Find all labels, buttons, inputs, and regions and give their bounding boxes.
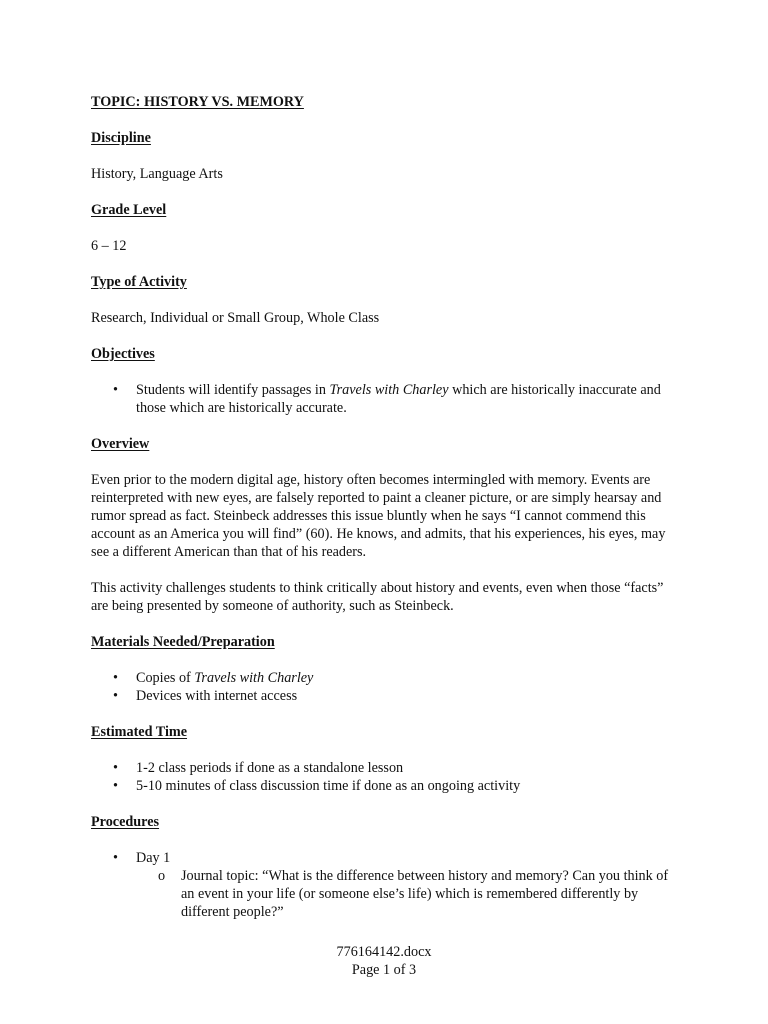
- list-item: [136, 867, 681, 921]
- time-text: 5-10 minutes of class discussion time if done as an ongoing activity: [136, 778, 521, 794]
- list-item: [91, 687, 681, 705]
- objective-text-after: which are historically inaccurate and those which are historically accurate.: [136, 382, 661, 416]
- footer-page-number: Page 1 of 3: [351, 962, 417, 978]
- list-item: [91, 849, 681, 921]
- grade-level-text: 6 – 12: [91, 238, 127, 254]
- time-text: 1-2 class periods if done as a standalone lesson: [136, 760, 404, 776]
- procedure-day: Day 1: [136, 850, 171, 866]
- page-footer: [0, 943, 768, 979]
- grade-level-heading: Grade Level: [91, 202, 167, 218]
- bullet-icon: •: [113, 382, 118, 398]
- materials-heading: Materials Needed/Preparation: [91, 634, 275, 650]
- overview-paragraph: Even prior to the modern digital age, history often becomes intermingled with memory. Events are reinterpreted with new eyes, are falsely reported to paint a cleaner picture, or are simply hearsay and rumor spread as fact. Steinbeck addresses this issue bluntly when he says “I cannot commend this account as an America you will find” (60). He knows, and admits, that his experiences, his eyes, may see a different American than that of his readers.: [91, 472, 666, 560]
- document-body: [91, 93, 681, 939]
- bullet-icon: •: [113, 670, 118, 686]
- list-item: [91, 381, 681, 417]
- objective-text-before: Students will identify passages in: [136, 382, 330, 398]
- discipline-heading: Discipline: [91, 130, 151, 146]
- bullet-icon: •: [113, 760, 118, 776]
- list-item: [91, 759, 681, 777]
- procedures-list: [91, 849, 681, 921]
- materials-list: [91, 669, 681, 705]
- procedures-heading: Procedures: [91, 814, 160, 830]
- sub-bullet-icon: o: [158, 868, 166, 884]
- list-item: [91, 777, 681, 795]
- estimated-time-heading: Estimated Time: [91, 724, 188, 740]
- bullet-icon: •: [113, 688, 118, 704]
- procedure-step-text: Journal topic: “What is the difference between history and memory? Can you think of an event in your life (or someone else’s life) which is remembered differently by different people?”: [181, 868, 669, 920]
- procedure-sublist: [136, 867, 681, 921]
- list-item: [91, 669, 681, 687]
- activity-type-text: Research, Individual or Small Group, Whole Class: [91, 310, 380, 326]
- bullet-icon: •: [113, 778, 118, 794]
- material-text: Devices with internet access: [136, 688, 298, 704]
- book-title: Travels with Charley: [194, 670, 314, 686]
- overview-heading: Overview: [91, 436, 150, 452]
- discipline-text: History, Language Arts: [91, 166, 223, 182]
- estimated-time-list: [91, 759, 681, 795]
- activity-type-heading: Type of Activity: [91, 274, 187, 290]
- objectives-heading: Objectives: [91, 346, 155, 362]
- document-title: TOPIC: HISTORY VS. MEMORY: [91, 94, 304, 110]
- overview-paragraph: This activity challenges students to think critically about history and events, even when those “facts” are being presented by someone of authority, such as Steinbeck.: [91, 580, 664, 614]
- book-title: Travels with Charley: [329, 382, 449, 398]
- footer-filename: 776164142.docx: [336, 944, 432, 960]
- bullet-icon: •: [113, 850, 118, 866]
- material-text: Copies of: [136, 670, 195, 686]
- objectives-list: [91, 381, 681, 417]
